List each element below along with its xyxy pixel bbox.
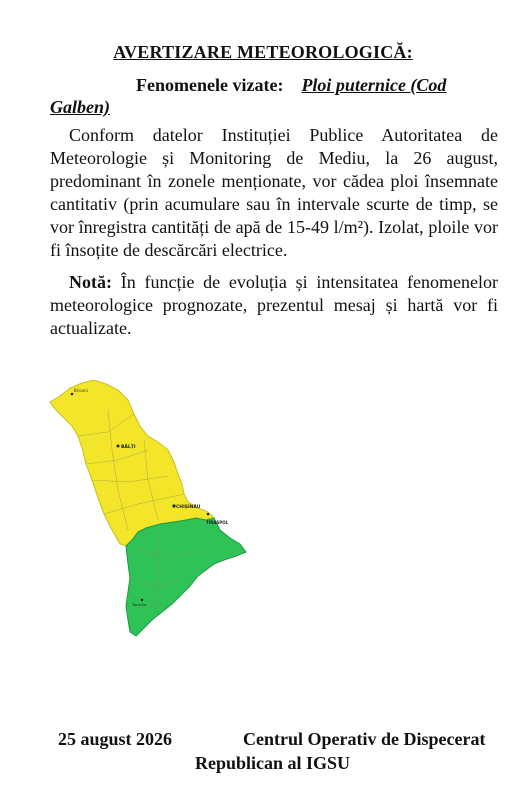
forecast-paragraph: Conform datelor Instituției Publice Autoritatea de Meteorologie și Monitoring de Mediu, la 26 august, predominant în zonele menționate, vor cădea ploi însemnate cantitativ (prin acumulare sau în intervale scurte de timp, se vor înregistra cantități de apă de 15-49 l/m²). Izolat, ploile vor fi însoțite de descărcări electrice. — [50, 125, 498, 260]
map-label-taraclia: Taraclia — [132, 602, 147, 607]
warning-title: AVERTIZARE METEOROLOGICĂ: — [113, 42, 413, 62]
issue-date: 25 august 2026 — [58, 729, 173, 749]
note-label: Notă: — [69, 272, 112, 292]
phenomena-value-cont: Galben) — [50, 97, 110, 117]
phenomena-value: Ploi puternice (Cod — [301, 75, 447, 95]
map-region-normal — [126, 518, 246, 636]
moldova-warning-map — [48, 380, 248, 642]
phenomena-label: Fenomenele vizate: — [136, 75, 284, 95]
note-paragraph — [50, 271, 498, 340]
issuer-line-1: Centrul Operativ de Dispecerat — [243, 729, 486, 749]
map-label-balti: BĂLȚI — [121, 445, 136, 450]
issuer-line-2: Republican al IGSU — [195, 753, 351, 773]
map-label-chisinau: CHIȘINĂU — [176, 505, 201, 510]
phenomena-line — [50, 74, 498, 118]
note-text: În funcție de evoluția și intensitatea fenomenelor meteorologice prognozate, prezentul mesaj și hartă vor fi actualizate. — [50, 272, 498, 338]
map-label-tiraspol: TIRASPOL — [206, 520, 229, 525]
map-label-briceni: Briceni — [74, 388, 88, 393]
